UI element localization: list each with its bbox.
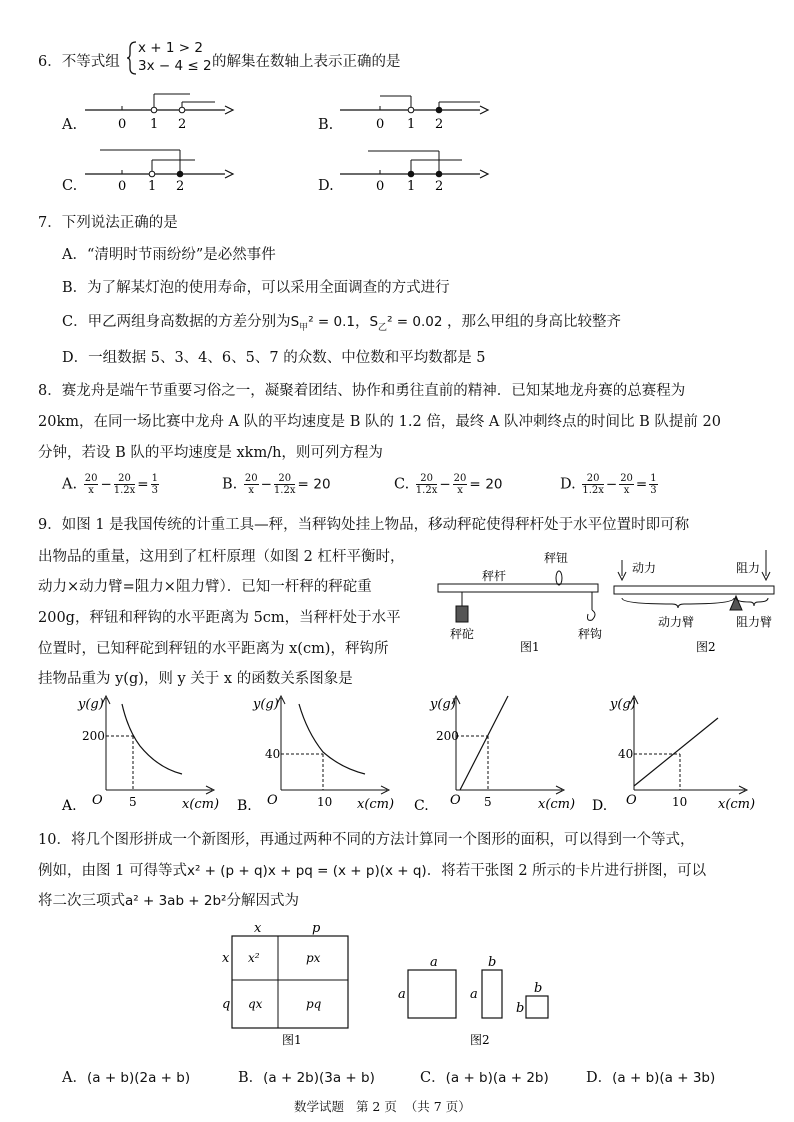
resist-arm-label: 阻力臂 [736,615,773,629]
label-x: x [254,921,262,936]
label-b: b [488,955,497,970]
y-axis-label: y(g) [430,697,456,712]
q9-graph-d [590,690,760,815]
label-x: x [222,951,230,966]
q9-line6: 挂物品重为 y(g)，则 y 关于 x 的函数关系图象是 [38,671,353,687]
q10-line2: 例如，由图 1 可得等式x² + (p + q)x + pq = (x + p)(x + q)．将若干张图 2 所示的卡片进行拼图，可以 [38,863,707,879]
force-label: 动力 [632,561,657,575]
card-ab-rect [482,970,502,1018]
tick-1: 1 [150,117,159,132]
q9-figure-2 [612,548,784,658]
q6-stem-tail: 的解集在数轴上表示正确的是 [212,54,401,70]
x-axis-label: x(cm) [357,797,395,812]
q6-option-a-label: A. [62,117,78,133]
q9-line4: 200g，秤钮和秤钩的水平距离为 5cm，当秤杆处于水平 [38,610,401,626]
label-a: a [398,987,406,1002]
tick-1: 1 [148,179,157,194]
y-mark: 40 [265,747,281,761]
force-arm-label: 动力臂 [658,615,695,629]
q10-figure-1 [218,918,358,1048]
curve [122,704,182,774]
fig2-caption: 图2 [470,1033,490,1047]
q6-numberline-c [85,146,235,194]
cell-qx: qx [248,997,263,1011]
q8-line2: 20km，在同一场比赛中龙舟 A 队的平均速度是 B 队的 1.2 倍，最终 A 队冲刺终点的时间比 B 队提前 20 [38,414,721,430]
hook-label: 秤钩 [578,627,603,641]
q7-option-c: C．甲乙两组身高数据的方差分别为$S_甲^2 = 0.1$，$S_乙^2 = 0.02$ ，那么甲组的身高比较整齐 [62,314,622,333]
q10-option-b: B．(a + 2b)(3a + b) [238,1070,375,1086]
q10-option-d: D．(a + b)(a + 3b) [586,1070,716,1086]
q9-line3: 动力×动力臂=阻力×阻力臂）．已知一杆秤的秤砣重 [38,579,372,595]
y-axis-label: y(g) [253,697,279,712]
resist-label: 阻力 [736,561,761,575]
tick-0: 0 [376,117,385,132]
page-footer: 数学试题 第 2 页 （共 7 页） [294,1099,471,1114]
fig1-caption: 图1 [282,1033,302,1047]
q9-line1: 9．如图 1 是我国传统的计重工具—秤，当秤钩处挂上物品，移动秤砣使得秤杆处于水平位置时即可称 [38,517,690,533]
q7-stem: 7．下列说法正确的是 [38,215,178,231]
y-mark: 40 [618,747,634,761]
tick-1: 1 [407,179,416,194]
weight-label: 秤砣 [450,627,475,641]
q7-option-b: B．为了解某灯泡的使用寿命，可以采用全面调查的方式进行 [62,280,450,296]
weight-icon [456,606,468,622]
label-b: b [516,1001,525,1016]
x-axis-label: x(cm) [182,797,220,812]
button-label: 秤钮 [544,551,569,565]
x-axis-label: x(cm) [538,797,576,812]
q10-figure-2 [396,952,556,1048]
q6-numberline-b [340,88,490,133]
hook-icon [588,610,596,620]
graph-label: A. [62,798,77,814]
label-b: b [534,981,543,996]
q6-system-bottom: 3x − 4 ≤ 2 [138,58,212,74]
origin-label: O [92,793,103,808]
y-axis-label: y(g) [610,697,636,712]
q6-option-b-label: B. [318,117,334,133]
cell-x2: x² [248,951,260,965]
fig2-caption: 图2 [696,640,716,654]
q7-option-d: D．一组数据 5、3、4、6、5、7 的众数、中位数和平均数都是 5 [62,350,486,366]
q6-option-c-label: C. [62,178,78,194]
rod-label: 秤杆 [482,569,507,583]
x-mark: 10 [672,795,688,809]
q7-option-a: A．“清明时节雨纷纷”是必然事件 [62,247,276,263]
origin-label: O [626,793,637,808]
q10-line1: 10．将几个图形拼成一个新图形，再通过两种不同的方法计算同一个图形的面积，可以得到一个等式， [38,832,695,848]
down-arrow-icon [762,550,770,580]
tick-2: 2 [178,117,187,132]
q6-option-d-label: D. [318,178,334,194]
q9-graph-c [412,690,577,815]
y-axis-label: y(g) [78,697,104,712]
q9-figure-1 [436,548,611,658]
tick-0: 0 [376,179,385,194]
tick-2: 2 [176,179,185,194]
tick-0: 0 [118,179,127,194]
label-q: q [222,997,231,1012]
down-arrow-icon [618,560,626,580]
q10-option-a: A．(a + b)(2a + b) [62,1070,191,1086]
card-b-square [526,996,548,1018]
q9-graph-b [237,690,397,815]
q8-option-a: A. $\frac{20}{x}$ − $\frac{20}{1.2x}$ = $\frac{1}{3}$ [62,473,158,496]
origin-label: O [267,793,278,808]
origin-label: O [450,793,461,808]
q8-option-b: B. $\frac{20}{x}$ − $\frac{20}{1.2x}$ = 20 [222,473,331,496]
q8-option-c: C. $\frac{20}{1.2x}$ − $\frac{20}{x}$ = 20 [394,473,503,496]
line [460,696,508,790]
q8-option-d: D. $\frac{20}{1.2x}$ − $\frac{20}{x}$ = $\frac{1}{3}$ [560,473,657,496]
curve [299,704,365,774]
y-mark: 200 [436,729,459,743]
x-axis-label: x(cm) [718,797,756,812]
graph-label: B. [237,798,252,814]
x-mark: 5 [484,795,492,809]
tick-2: 2 [435,117,444,132]
graph-label: D. [592,798,608,814]
q8-line3: 分钟，若设 B 队的平均速度是 xkm/h，则可列方程为 [38,445,383,461]
cell-pq: pq [306,997,322,1011]
q10-line3: 将二次三项式a² + 3ab + 2b²分解因式为 [38,893,299,909]
q6-numberline-a [85,88,235,133]
q8-line1: 8．赛龙舟是端午节重要习俗之一，凝聚着团结、协作和勇往直前的精神．已知某地龙舟赛的总赛程为 [38,383,686,399]
q10-option-c: C．(a + b)(a + 2b) [420,1070,549,1086]
cell-px: px [306,951,321,965]
q6-numberline-d [340,146,490,194]
q9-graph-a [62,690,222,815]
line [634,718,718,786]
tick-1: 1 [407,117,416,132]
card-a-square [408,970,456,1018]
fig1-caption: 图1 [520,640,540,654]
tick-0: 0 [118,117,127,132]
label-p: p [312,921,321,936]
y-mark: 200 [82,729,105,743]
label-a: a [470,987,478,1002]
label-a: a [430,955,438,970]
graph-label: C. [414,798,429,814]
q6-stem: 6．不等式组 [38,54,120,70]
tick-2: 2 [435,179,444,194]
q9-line2: 出物品的重量，这用到了杠杆原理（如图 2 杠杆平衡时， [38,549,405,565]
brace-icon [126,40,138,76]
q9-line5: 位置时，已知秤砣到秤钮的水平距离为 x(cm)，秤钩所 [38,641,389,657]
x-mark: 10 [317,795,333,809]
x-mark: 5 [129,795,137,809]
q6-system-top: x + 1 > 2 [138,40,203,56]
